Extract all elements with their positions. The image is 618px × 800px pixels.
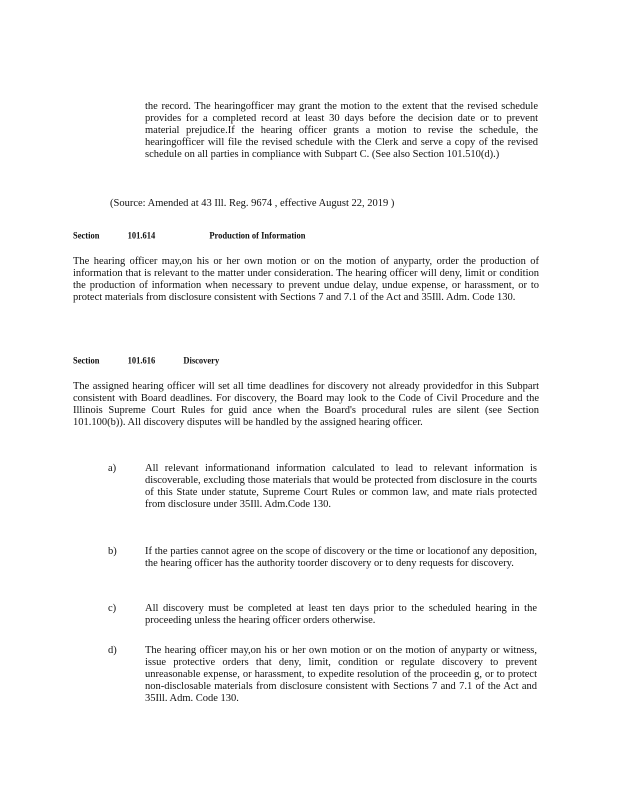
section-body-101-616: The assigned hearing officer will set all time deadlines for discovery not already providedfor in this Subpart consistent with Board deadlines. For discovery, the Board may look to the Code of Civil Procedure and the Illinois Supreme Court Rules for guid ance when the Board's procedural rules are silent (see Section 101.100(b)). All discovery disputes will be handled by the assigned hearing officer.	[73, 381, 539, 428]
item-a-text: All relevant informationand information calculated to lead to relevant information is discoverable, excluding those materials that would be protected from disclosure in the courts of this State under statute, Supreme Court Rules or common law, and mate rials protected from disclosure under 35Ill. Adm.Code 130.	[145, 463, 537, 510]
item-d-label: d)	[108, 645, 117, 656]
source-note: (Source: Amended at 43 Ill. Reg. 9674 , effective August 22, 2019 )	[110, 198, 395, 209]
section-title: Discovery	[183, 354, 220, 366]
section-number: 101.614	[127, 229, 156, 241]
item-c-text: All discovery must be completed at least ten days prior to the scheduled hearing in the proceeding unless the hearing officer orders otherwise.	[145, 603, 537, 626]
section-label: Section	[73, 354, 100, 366]
section-heading-101-616	[73, 353, 219, 366]
section-body-101-614: The hearing officer may,on his or her own motion or on the motion of anyparty, order the production of information that is relevant to the matter under consideration. The hearing officer will deny, limit or condition the production of information when necessary to prevent undue delay, undue expense, or harassment, or to protect materials from disclosure consistent with Sections 7 and 7.1 of the Act and 35Ill. Adm. Code 130.	[73, 256, 539, 303]
item-b-label: b)	[108, 546, 117, 557]
item-b-text: If the parties cannot agree on the scope of discovery or the time or locationof any deposition, the hearing officer has the authority toorder discovery or to deny requests for discovery.	[145, 546, 537, 569]
section-heading-101-614	[73, 228, 306, 241]
continuation-paragraph: the record. The hearingofficer may grant the motion to the extent that the revised schedule provides for a completed record at least 30 days before the decision date or to prevent material prejudice.If the hearing officer grants a motion to revise the schedule, the hearingofficer will file the revised schedule with the Clerk and serve a copy of the revised schedule on all parties in compliance with Subpart C. (See also Section 101.510(d).)	[145, 101, 538, 160]
section-title: Production of Information	[209, 229, 306, 241]
item-d-text: The hearing officer may,on his or her own motion or on the motion of anyparty or witness, issue protective orders that deny, limit, condition or regulate discovery to prevent unreasonable expense, or harassment, to expedite resolution of the proceedin g, or to protect non-disclosable materials from disclosure consistent with Sections 7 and 7.1 of the Act and 35Ill. Adm. Code 130.	[145, 645, 537, 704]
section-label: Section	[73, 229, 100, 241]
item-c-label: c)	[108, 603, 117, 614]
item-a-label: a)	[108, 463, 117, 474]
section-number: 101.616	[127, 354, 156, 366]
